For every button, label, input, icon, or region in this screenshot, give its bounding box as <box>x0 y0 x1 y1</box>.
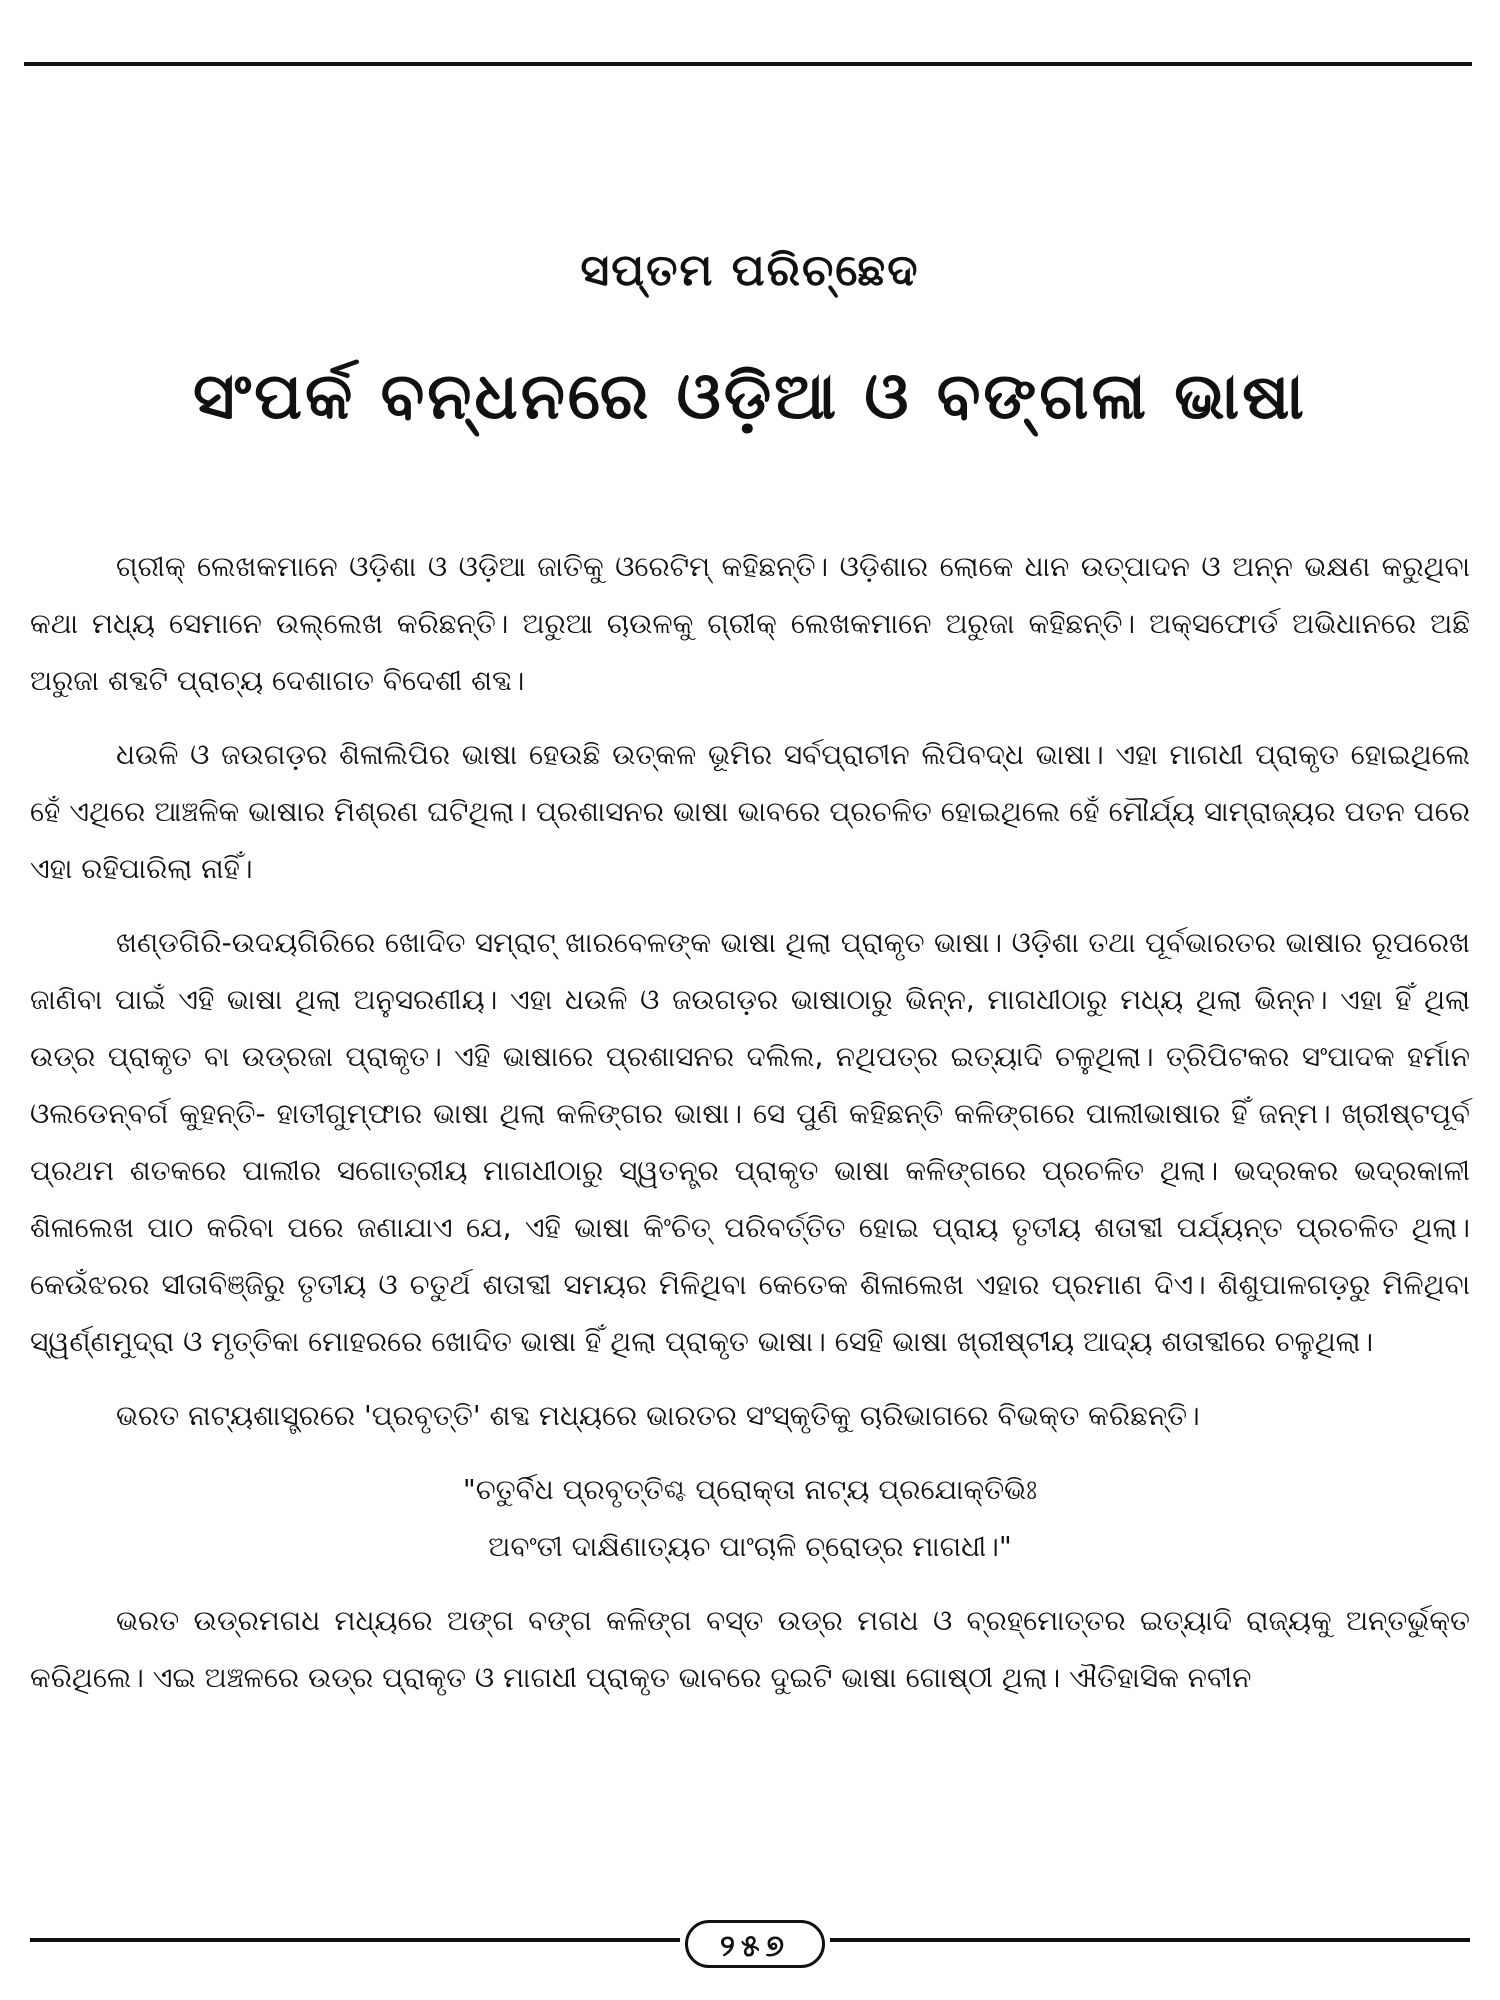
top-rule <box>24 62 1472 66</box>
paragraph: ଗ୍ରୀକ୍ ଲେଖକମାନେ ଓଡ଼ିଶା ଓ ଓଡ଼ିଆ ଜାତିକୁ ଓରେଟିମ୍ କହିଛନ୍ତି। ଓଡ଼ିଶାର ଲୋକେ ଧାନ ଉତ୍ପାଦନ ଓ ଅନ୍ନ ଭକ୍ଷଣ କରୁଥିବା କଥା ମଧ୍ୟ ସେମାନେ ଉଲ୍ଲେଖ କରିଛନ୍ତି। ଅରୁଆ ଚାଉଳକୁ ଗ୍ରୀକ୍ ଲେଖକମାନେ ଅରୁଜା କହିଛନ୍ତି। ଅକ୍ସଫୋର୍ଡ ଅଭିଧାନରେ ଅଛି ଅରୁଜା ଶବ୍ଦଟି ପ୍ରାଚ୍ୟ ଦେଶାଗତ ବିଦେଶୀ ଶବ୍ଦ। <box>30 550 1470 697</box>
paragraph: ଧଉଳି ଓ ଜଉଗଡ଼ର ଶିଳାଲିପିର ଭାଷା ହେଉଛି ଉତ୍କଳ ଭୂମିର ସର୍ବପ୍ରାଚୀନ ଲିପିବଦ୍ଧ ଭାଷା। ଏହା ମାଗଧୀ ପ୍ରାକୃତ ହୋଇଥିଲେ ହେଁ ଏଥିରେ ଆଞ୍ଚଳିକ ଭାଷାର ମିଶ୍ରଣ ଘଟିଥିଲା। ପ୍ରଶାସନର ଭାଷା ଭାବରେ ପ୍ରଚଳିତ ହୋଇଥିଲେ ହେଁ ମୌର୍ଯ୍ୟ ସାମ୍ରାଜ୍ୟର ପତନ ପରେ ଏହା ରହିପାରିଲା ନାହିଁ। <box>30 738 1470 885</box>
footer-rule <box>30 1938 680 1942</box>
verse-line: "ଚତୁର୍ବିଧ ପ୍ରବୃତ୍ତିଶ୍ଚ ପ୍ରୋକ୍ତା ନାଟ୍ୟ ପ୍ରଯୋକ୍ତିଭିଃ <box>462 1473 1038 1506</box>
paragraph: ଖଣ୍ଡଗିରି-ଉଦୟଗିରିରେ ଖୋଦିତ ସମ୍ରାଟ୍ ଖାରବେଳଙ୍କ ଭାଷା ଥିଲା ପ୍ରାକୃତ ଭାଷା। ଓଡ଼ିଶା ତଥା ପୂର୍ବଭାରତର ଭାଷାର ରୂପରେଖ ଜାଣିବା ପାଇଁ ଏହି ଭାଷା ଥିଲା ଅନୁସରଣୀୟ। ଏହା ଧଉଳି ଓ ଜଉଗଡ଼ର ଭାଷାଠାରୁ ଭିନ୍ନ, ମାଗଧୀଠାରୁ ମଧ୍ୟ ଥିଲା ଭିନ୍ନ। ଏହା ହିଁ ଥିଲା ଉଡ୍ର ପ୍ରାକୃତ ବା ଉଡ୍ରଜା ପ୍ରାକୃତ। ଏହି ଭାଷାରେ ପ୍ରଶାସନର ଦଲିଲ, ନଥିପତ୍ର ଇତ୍ୟାଦି ଚଳୁଥିଲା। ତ୍ରିପିଟକର ସଂପାଦକ ହର୍ମାନ ଓଲଡେନ୍‌ବର୍ଗ କୁହନ୍ତି- ହାତୀଗୁମ୍ଫାର ଭାଷା ଥିଲା କଳିଙ୍ଗର ଭାଷା। ସେ ପୁଣି କହିଛନ୍ତି କଳିଙ୍ଗରେ ପାଲୀଭାଷାର ହିଁ ଜନ୍ମ। ଖ୍ରୀଷ୍ଟପୂର୍ବ ପ୍ରଥମ ଶତକରେ ପାଲୀର ସଗୋତ୍ରୀୟ ମାଗଧୀଠାରୁ ସ୍ୱତନ୍ତ୍ର ପ୍ରାକୃତ ଭାଷା କଳିଙ୍ଗରେ ପ୍ରଚଳିତ ଥିଲା। ଭଦ୍ରକର ଭଦ୍ରକାଳୀ ଶିଳାଲେଖ ପାଠ କରିବା ପରେ ଜଣାଯାଏ ଯେ, ଏହି ଭାଷା କିଂଚିତ୍ ପରିବର୍ତ୍ତିତ ହୋଇ ପ୍ରାୟ ତୃତୀୟ ଶତାବ୍ଦୀ ପର୍ଯ୍ୟନ୍ତ ପ୍ରଚଳିତ ଥିଲା। କେଉଁଝରର ସୀତାବିଞ୍ଜିରୁ ତୃତୀୟ ଓ ଚତୁର୍ଥ ଶତାବ୍ଦୀ ସମୟର ମିଳିଥିବା କେତେକ ଶିଳାଲେଖ ଏହାର ପ୍ରମାଣ ଦିଏ। ଶିଶୁପାଳଗଡ଼ରୁ ମିଳିଥିବା ସ୍ୱର୍ଣ୍ଣମୁଦ୍ରା ଓ ମୃତ୍ତିକା ମୋହରରେ ଖୋଦିତ ଭାଷା ହିଁ ଥିଲା ପ୍ରାକୃତ ଭାଷା। ସେହି ଭାଷା ଖ୍ରୀଷ୍ଟୀୟ ଆଦ୍ୟ ଶତାବ୍ଦୀରେ ଚଳୁଥିଲା। <box>30 926 1470 1358</box>
chapter-label: ସପ୍ତମ ପରିଚ୍ଛେଦ <box>580 245 920 296</box>
chapter-title: ସଂପର୍କ ବନ୍ଧନରେ ଓଡ଼ିଆ ଓ ବଙ୍ଗଳା ଭାଷା <box>193 360 1307 434</box>
body-text <box>30 538 1470 1723</box>
page-number: ୨୫୭ <box>685 1920 825 1968</box>
paragraph: ଭରତ ନାଟ୍ୟଶାସ୍ତ୍ରରେ 'ପ୍ରବୃତ୍ତି' ଶବ୍ଦ ମଧ୍ୟରେ ଭାରତର ସଂସ୍କୃତିକୁ ଚାରିଭାଗରେ ବିଭକ୍ତ କରିଛନ୍ତି। <box>116 1399 1200 1432</box>
paragraph: ଭରତ ଉଡ୍ରମଗଧ ମଧ୍ୟରେ ଅଙ୍ଗ ବଙ୍ଗ କଳିଙ୍ଗ ବସ୍ତ ଉଡ୍ର ମଗଧ ଓ ବ୍ରହ୍ମୋତ୍ତର ଇତ୍ୟାଦି ରାଜ୍ୟକୁ ଅନ୍ତର୍ଭୁକ୍ତ କରିଥିଲେ। ଏଇ ଅଞ୍ଚଳରେ ଉଡ୍ର ପ୍ରାକୃତ ଓ ମାଗଧୀ ପ୍ରାକୃତ ଭାବରେ ଦୁଇଟି ଭାଷା ଗୋଷ୍ଠୀ ଥିଲା। ଐତିହାସିକ ନବୀନ <box>30 1604 1470 1694</box>
footer-rule <box>830 1938 1470 1942</box>
verse-line: ଅବଂତୀ ଦାକ୍ଷିଣାତ୍ୟଚ ପାଂଚାଳି ଚ୍ରୋଡ୍ର ମାଗଧୀ।" <box>488 1530 1012 1563</box>
page-footer <box>30 1920 1470 1980</box>
verse-quote <box>30 1461 1470 1575</box>
